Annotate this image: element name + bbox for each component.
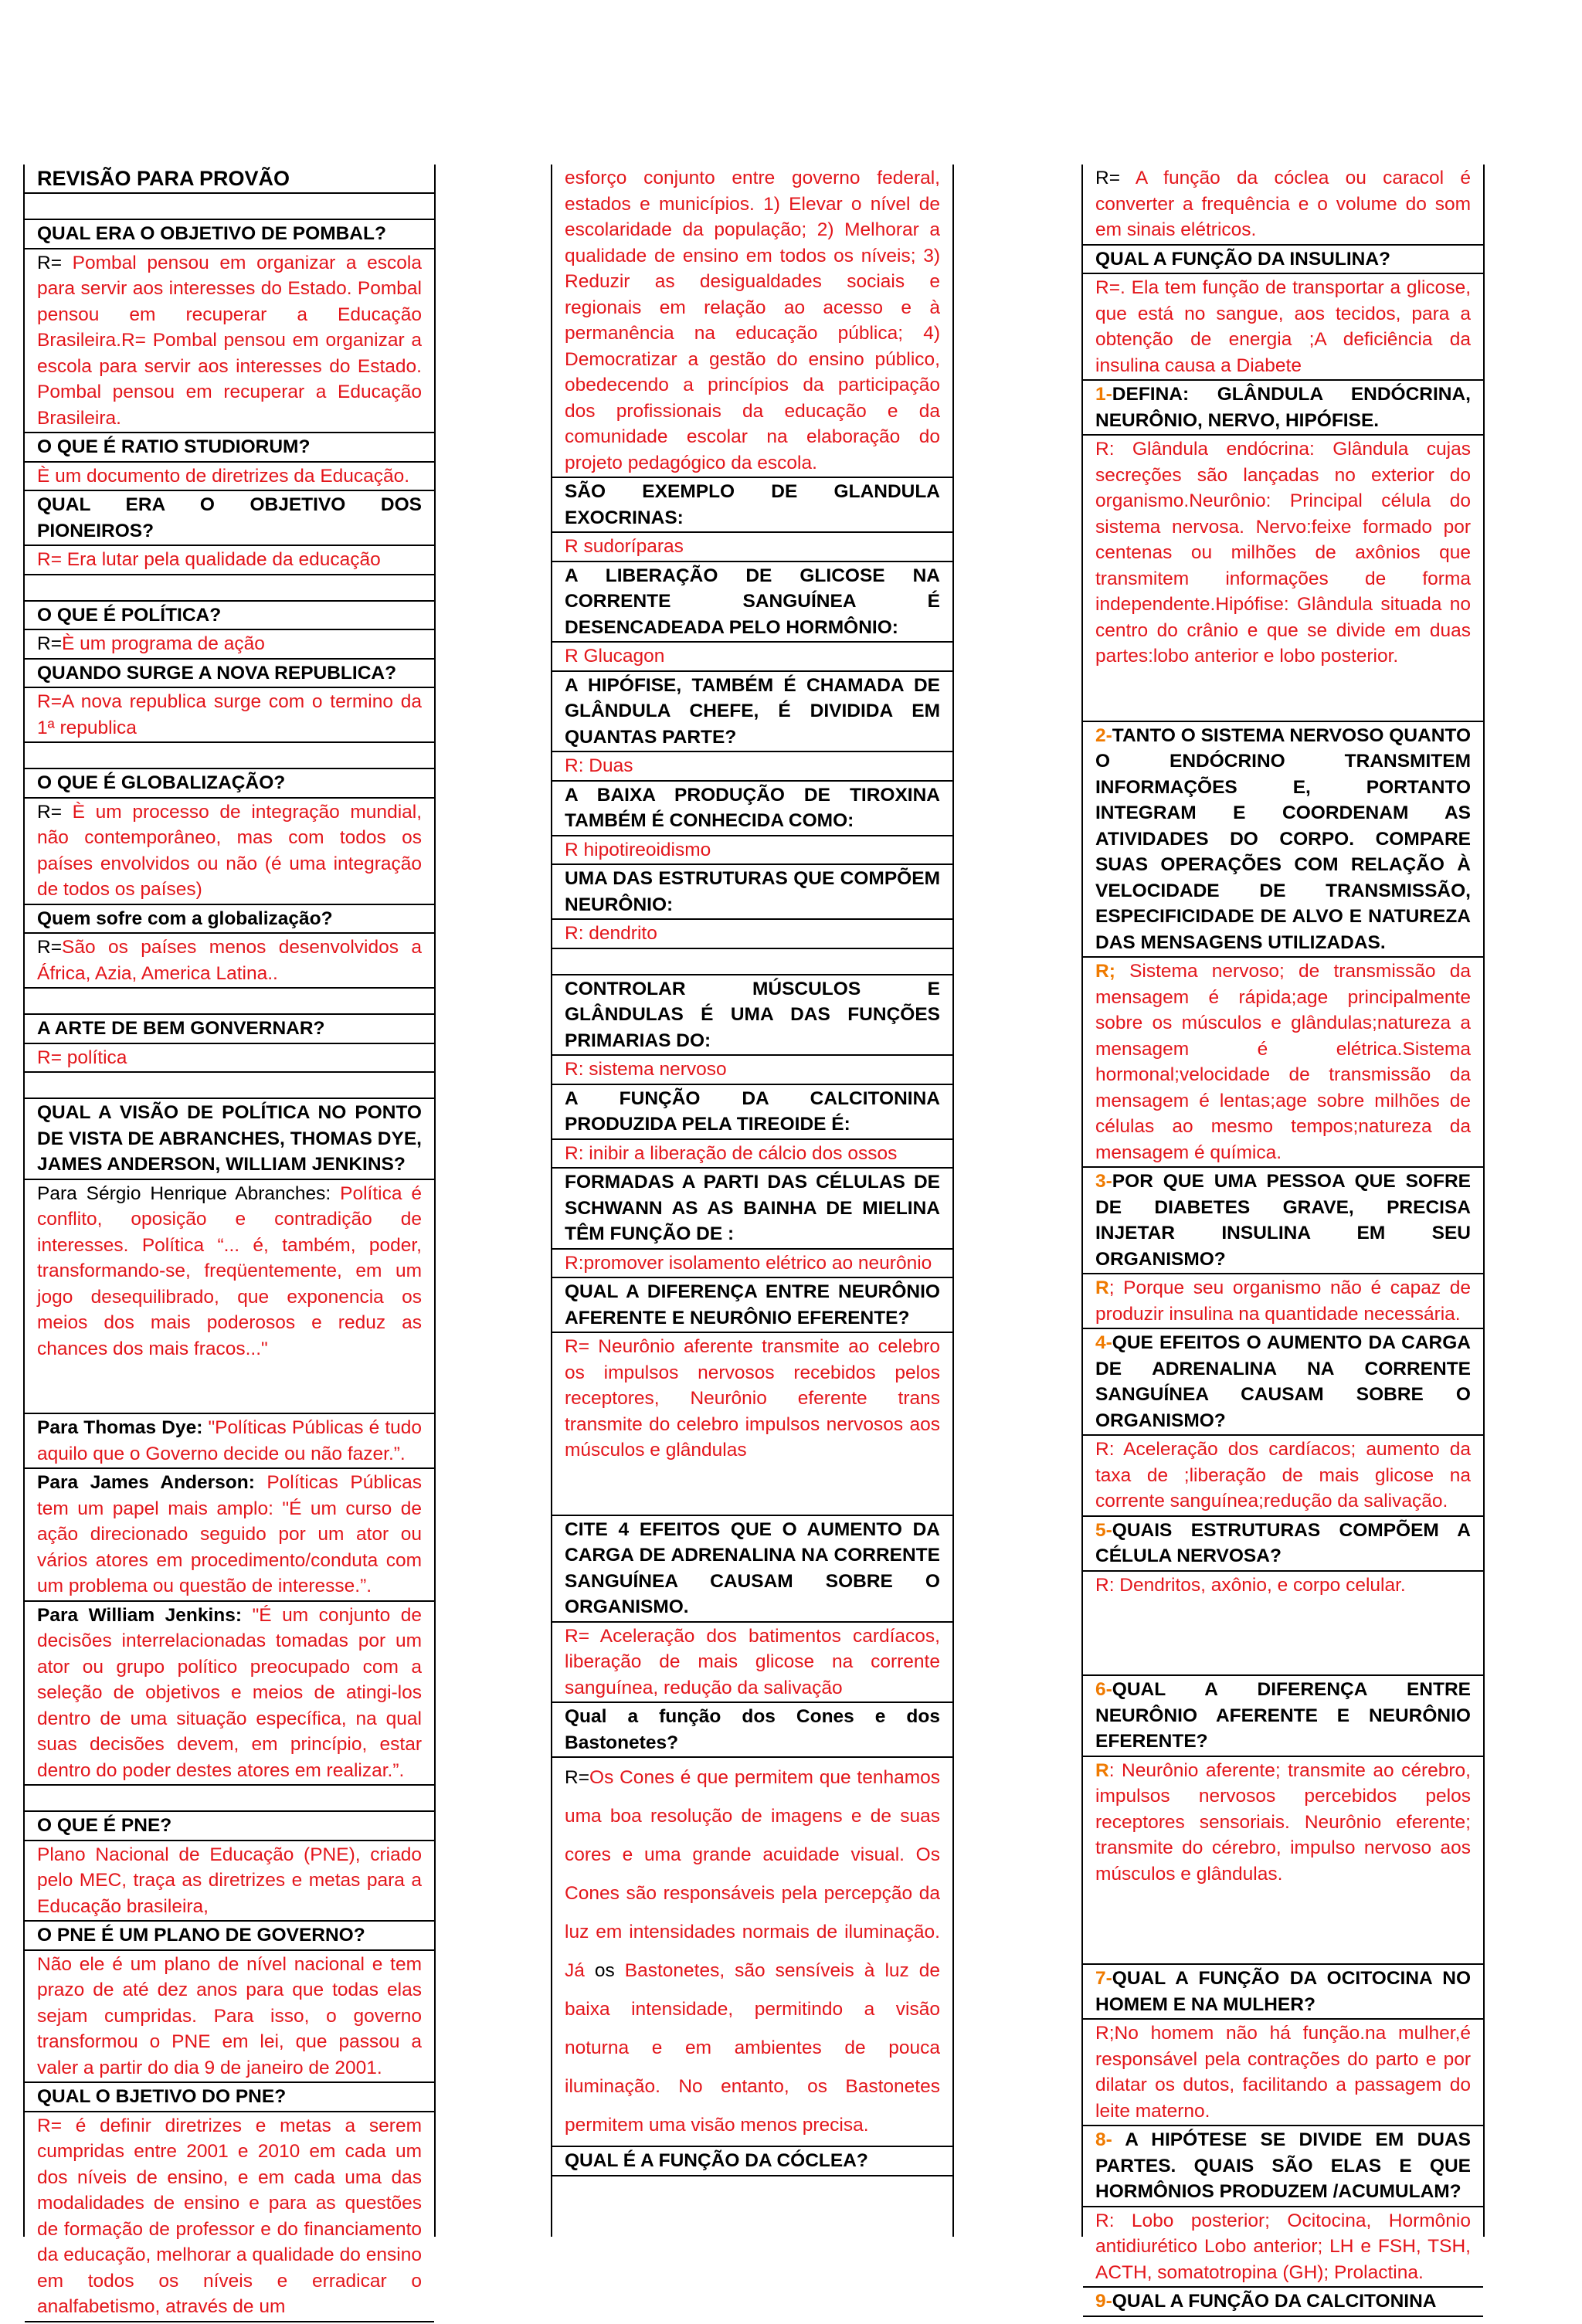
question-text: Qual a função dos Cones e dos Bastonetes? xyxy=(565,1706,940,1753)
empty-row xyxy=(25,741,434,768)
answer-text: R: dendrito xyxy=(565,923,657,944)
question-row xyxy=(25,768,434,797)
question-row xyxy=(25,904,434,933)
question-row xyxy=(25,2081,434,2111)
question-row xyxy=(552,561,952,642)
answer-text: Bastonetes, são sensíveis à luz de baixa intensidade, permitindo a visão noturna e em ambientes de pouca iluminação. No entanto, os Bastonetes permitem uma visão menos precisa. xyxy=(565,1960,941,2136)
question-number: 3- xyxy=(1095,1171,1112,1192)
answer-text: R: Dendritos, axônio, e corpo celular. xyxy=(1095,1574,1406,1596)
question-text: O QUE É GLOBALIZAÇÃO? xyxy=(37,772,286,793)
question-text: A LIBERAÇÃO DE GLICOSE NA CORRENTE SANGUÍNEA É DESENCADEADA PELO HORMÔNIO: xyxy=(565,565,940,638)
question-text: QUAL A DIFERENÇA ENTRE NEURÔNIO AFERENTE E NEURÔNIO EFERENTE? xyxy=(1095,1679,1471,1752)
answer-text: R= Pombal pensou em organizar a escola para servir aos interesses do Estado. Pombal pensou em recuperar a Educação Brasileira. xyxy=(37,330,422,429)
question-row xyxy=(1083,1166,1483,1273)
answer-marker: R xyxy=(1095,1277,1109,1298)
answer-text: R=. Ela tem função de transportar a glicose, que está no sangue, aos tecidos, para a obtenção de energia ;A deficiência da insulina causa a Diabete xyxy=(1095,277,1471,376)
question-row xyxy=(25,1013,434,1043)
question-row xyxy=(25,432,434,461)
answer-row xyxy=(25,545,434,574)
question-text: O QUE É RATIO STUDIORUM? xyxy=(37,436,311,457)
answer-text: Os Cones é que permitem que tenhamos uma boa resolução de imagens e de suas cores e uma grande acuidade visual. Os Cones são responsáveis pela percepção da luz em intensidades normais de iluminação. xyxy=(565,1767,940,1942)
question-number: 8- xyxy=(1095,2129,1112,2150)
answer-text: È um programa de ação xyxy=(62,633,265,654)
answer-row xyxy=(25,797,434,904)
question-text: A HIPÓFISE, TAMBÉM É CHAMADA DE GLÂNDULA CHEFE, É DIVIDIDA EM QUANTAS PARTE? xyxy=(565,674,940,748)
question-text: QUAL A DIFERENÇA ENTRE NEURÔNIO AFERENTE E NEURÔNIO EFERENTE? xyxy=(565,1281,940,1328)
answer-row xyxy=(25,248,434,433)
answer-text: R:promover isolamento elétrico ao neurônio xyxy=(565,1252,932,1274)
question-number: 4- xyxy=(1095,1332,1112,1353)
question-text: A ARTE DE BEM GONVERNAR? xyxy=(37,1018,325,1039)
empty-row xyxy=(25,1071,434,1098)
column-end xyxy=(1083,2316,1483,2319)
answer-row xyxy=(1083,1756,1483,1964)
empty-row xyxy=(25,987,434,1013)
answer-row xyxy=(25,2111,434,2321)
question-row xyxy=(552,780,952,835)
answer-prefix: R= xyxy=(37,801,73,823)
answer-row xyxy=(25,1467,434,1600)
question-text: QUAL ERA O OBJETIVO DE POMBAL? xyxy=(37,223,386,244)
answer-text: R= política xyxy=(37,1047,127,1068)
question-text: UMA DAS ESTRUTURAS QUE COMPÕEM NEURÔNIO: xyxy=(565,868,940,915)
answer-text: È um processo de integração mundial, não contemporâneo, mas com todos os países envolvidos ou não (é uma integração de todos os países) xyxy=(37,801,423,900)
question-row xyxy=(1083,1674,1483,1756)
answer-row xyxy=(25,1949,434,2082)
question-text: O QUE É PNE? xyxy=(37,1815,172,1836)
question-row xyxy=(552,1167,952,1248)
answer-text: R: Duas xyxy=(565,755,633,776)
answer-prefix: R= xyxy=(37,252,73,273)
answer-text: Sistema nervoso; de transmissão da mensagem é rápida;age principalmente sobre os músculos e glândulas;natureza a mensagem é elétrica.Sistema hormonal;velocidade de transmissão da mensagem é lentas;age sobre milhões de células ao mesmo tempos;natureza da mensagem é química. xyxy=(1095,961,1471,1163)
answer-row xyxy=(552,1138,952,1168)
answer-text: R= Neurônio aferente transmite ao celebro os impulsos nervosos recebidos pelos receptores, Neurônio eferente trans transmite do celebro impulsos nervosos aos músculos e glândulas xyxy=(565,1336,940,1461)
question-text: A HIPÓTESE SE DIVIDE EM DUAS PARTES. QUAIS SÃO ELAS E QUE HORMÔNIOS PRODUZEM /ACUMULAM? xyxy=(1095,2129,1471,2202)
question-text: QUAL A FUNÇÃO DA INSULINA? xyxy=(1095,248,1390,270)
question-row xyxy=(1083,244,1483,273)
page-title: REVISÃO PARA PROVÃO xyxy=(37,167,290,190)
answer-text: R hipotireoidismo xyxy=(565,839,711,860)
answer-row xyxy=(552,1248,952,1277)
empty-row xyxy=(25,574,434,600)
answer-text: R sudoríparas xyxy=(565,536,684,557)
answer-prefix: Para Thomas Dye: xyxy=(37,1417,209,1438)
question-text: SÃO EXEMPLO DE GLANDULA EXOCRINAS: xyxy=(565,481,940,528)
question-number: 7- xyxy=(1095,1968,1112,1989)
answer-marker: R xyxy=(1095,1759,1109,1781)
question-row xyxy=(25,600,434,629)
answer-row xyxy=(1083,1434,1483,1515)
answer-text: Plano Nacional de Educação (PNE), criado pelo MEC, traça as diretrizes e metas para a Educação brasileira, xyxy=(37,1844,422,1917)
answer-row xyxy=(552,1756,952,2146)
empty-row xyxy=(25,1784,434,1810)
question-row xyxy=(1083,1328,1483,1434)
question-row xyxy=(552,1515,952,1621)
question-row xyxy=(552,1084,952,1138)
answer-text: Política é conflito, oposição e contradição de interesses. Política “... é, também, poder, transformando-se, freqüentemente, em um jogo desequilibrado, que exponencia os meios dos mais poderosos e reduz as chances dos mais fracos..." xyxy=(37,1182,422,1359)
question-row xyxy=(25,219,434,248)
question-text: A BAIXA PRODUÇÃO DE TIROXINA TAMBÉM É CONHECIDA COMO: xyxy=(565,784,940,831)
answer-row xyxy=(552,1332,952,1515)
question-text: QUANDO SURGE A NOVA REPUBLICA? xyxy=(37,662,397,684)
question-row xyxy=(1083,379,1483,434)
question-text: Quem sofre com a globalização? xyxy=(37,908,333,929)
column-end xyxy=(552,2175,952,2178)
question-row xyxy=(1083,721,1483,957)
answer-text: R: sistema nervoso xyxy=(565,1059,727,1080)
answer-row xyxy=(25,461,434,490)
answer-row xyxy=(25,687,434,741)
empty-row xyxy=(552,948,952,974)
answer-row xyxy=(25,1600,434,1785)
question-text: CONTROLAR MÚSCULOS E GLÂNDULAS É UMA DAS FUNÇÕES PRIMARIAS DO: xyxy=(565,978,940,1051)
question-text: QUAL A VISÃO DE POLÍTICA NO PONTO DE VISTA DE ABRANCHES, THOMAS DYE, JAMES ANDERSON, WILLIAM JENKINS? xyxy=(37,1102,422,1175)
answer-text: R: Lobo posterior; Ocitocina, Hormônio antidiurético Lobo anterior; LH e FSH, TSH, ACTH, somatotropina (GH); Prolactina. xyxy=(1095,2210,1471,2283)
question-row xyxy=(1083,2125,1483,2206)
answer-text: R= Aceleração dos batimentos cardíacos, liberação de mais glicose na corrente sanguínea, redução da salivação xyxy=(565,1625,940,1698)
question-text: QUAL A FUNÇÃO DA OCITOCINA NO HOMEM E NA MULHER? xyxy=(1095,1968,1471,2015)
question-text: QUAIS ESTRUTURAS COMPÕEM A CÉLULA NERVOSA? xyxy=(1095,1519,1471,1566)
answer-row xyxy=(552,165,952,477)
answer-text: Políticas Públicas tem um papel mais amplo: "É um curso de ação direcionado seguido por um ator ou vários atores em procedimento/conduta com um problema ou questão de interesse.”. xyxy=(37,1472,422,1596)
empty-row xyxy=(25,192,434,219)
answer-text: È um documento de diretrizes da Educação. xyxy=(37,465,410,487)
question-row xyxy=(1083,1515,1483,1570)
question-number: 6- xyxy=(1095,1679,1112,1700)
answer-row xyxy=(25,1043,434,1072)
answer-row xyxy=(552,641,952,670)
question-row xyxy=(552,670,952,751)
question-row xyxy=(25,1920,434,1949)
answer-prefix: R= xyxy=(565,1767,590,1788)
question-text: CITE 4 EFEITOS QUE O AUMENTO DA CARGA DE ADRENALINA NA CORRENTE SANGUÍNEA CAUSAM SOBRE O ORGANISMO. xyxy=(565,1518,940,1617)
question-text: QUAL A FUNÇÃO DA CALCITONINA xyxy=(1112,2291,1437,2312)
answer-text: R: inibir a liberação de cálcio dos ossos xyxy=(565,1142,898,1164)
answer-text: São os países menos desenvolvidos a África, Azia, America Latina.. xyxy=(37,937,422,984)
answer-row xyxy=(552,751,952,780)
answer-row xyxy=(1083,165,1483,244)
answer-text: Já xyxy=(565,1960,595,1981)
column-left xyxy=(23,165,436,2317)
answer-prefix: Para Sérgio Henrique Abranches: xyxy=(37,1182,341,1204)
answer-row xyxy=(1083,956,1483,1166)
column-middle xyxy=(551,165,954,2237)
question-number: 2- xyxy=(1095,724,1112,746)
answer-text: R: Aceleração dos cardíacos; aumento da taxa de ;liberação de mais glicose na corrente sanguínea;redução da salivação. xyxy=(1095,1439,1471,1511)
answer-row xyxy=(25,1179,434,1413)
question-row xyxy=(1083,2286,1483,2316)
column-end xyxy=(25,2321,434,2324)
answer-text: R Glucagon xyxy=(565,646,665,667)
question-row xyxy=(1083,1963,1483,2018)
question-text: TANTO O SISTEMA NERVOSO QUANTO O ENDÓCRINO TRANSMITEM INFORMAÇÕES E, PORTANTO INTEGRAM E COORDENAM AS ATIVIDADES DO CORPO. COMPARE SUAS OPERAÇÕES COM RELAÇÃO À VELOCIDADE DE TRANSMISSÃO, ESPECIFICIDADE DE ALVO E NATUREZA DAS MENSAGENS UTILIZADAS. xyxy=(1095,724,1471,953)
answer-prefix: R= xyxy=(1095,168,1136,188)
answer-row xyxy=(552,1054,952,1084)
answer-text: R=A nova republica surge com o termino da 1ª republica xyxy=(37,691,422,738)
answer-row xyxy=(25,629,434,658)
answer-row xyxy=(1083,2206,1483,2287)
question-text: FORMADAS A PARTI DAS CÉLULAS DE SCHWANN AS AS BAINHA DE MIELINA TÊM FUNÇÃO DE : xyxy=(565,1172,940,1244)
answer-text: R: Glândula endócrina: Glândula cujas secreções são lançadas no exterior do organismo.Neurônio: Principal célula do sistema nervosa. Nervo:feixe formado por centenas ou milhões de axônios que transmitem informações de forma independente.Hipófise: Glândula situada no centro do crânio e que se divide em duas partes:lobo anterior e lobo posterior. xyxy=(1095,439,1471,667)
question-number: 1- xyxy=(1095,384,1112,405)
column-right xyxy=(1081,165,1485,2312)
question-text: QUAL O BJETIVO DO PNE? xyxy=(37,2086,287,2107)
question-row xyxy=(25,658,434,687)
answer-text: R= Era lutar pela qualidade da educação xyxy=(37,549,381,570)
question-text: QUAL É A FUNÇÃO DA CÓCLEA? xyxy=(565,2150,868,2171)
answer-text: Pombal pensou em organizar a escola para servir aos interesses do Estado. Pombal pensou em recuperar a Educação Brasileira. xyxy=(37,252,422,351)
answer-row xyxy=(1083,1273,1483,1328)
answer-text: R;No homem não há função.na mulher,é responsável pela contrações do parto e por dilatar os dutos, facilitando a passagem do leite materno. xyxy=(1095,2023,1471,2122)
question-text: O QUE É POLÍTICA? xyxy=(37,604,222,626)
question-row xyxy=(25,490,434,545)
answer-row xyxy=(25,932,434,987)
answer-text: : Neurônio aferente; transmite ao cérebro, impulsos nervosos percebidos pelos receptores sensoriais. Neurônio eferente; transmite do cérebro, impulso nervoso aos músculos e glândulas. xyxy=(1095,1759,1471,1885)
answer-row xyxy=(552,835,952,864)
question-row xyxy=(552,974,952,1055)
answer-row xyxy=(552,918,952,948)
question-row xyxy=(552,1277,952,1332)
answer-row xyxy=(552,531,952,561)
answer-row xyxy=(1083,273,1483,379)
question-number: 9- xyxy=(1095,2291,1112,2312)
answer-prefix: R= xyxy=(37,937,63,958)
answer-prefix: Para William Jenkins: xyxy=(37,1604,253,1626)
answer-row xyxy=(1083,2018,1483,2125)
question-number: 5- xyxy=(1095,1519,1112,1541)
question-text: POR QUE UMA PESSOA QUE SOFRE DE DIABETES GRAVE, PRECISA INJETAR INSULINA EM SEU ORGANISMO? xyxy=(1095,1171,1471,1270)
question-text: QUE EFEITOS O AUMENTO DA CARGA DE ADRENALINA NA CORRENTE SANGUÍNEA CAUSAM SOBRE O ORGANISMO? xyxy=(1095,1332,1471,1431)
answer-row xyxy=(1083,1570,1483,1675)
answer-text: ; Porque seu organismo não é capaz de produzir insulina na quantidade necessária. xyxy=(1095,1277,1471,1325)
answer-prefix: Para James Anderson: xyxy=(37,1472,267,1493)
question-row xyxy=(25,1810,434,1840)
answer-row xyxy=(25,1840,434,1921)
answer-row xyxy=(25,1413,434,1467)
answer-text: os xyxy=(594,1960,625,1981)
answer-row xyxy=(1083,434,1483,721)
question-row xyxy=(552,863,952,918)
question-text: DEFINA: GLÂNDULA ENDÓCRINA, NEURÔNIO, NERVO, HIPÓFISE. xyxy=(1095,384,1471,431)
question-text: QUAL ERA O OBJETIVO DOS PIONEIROS? xyxy=(37,494,422,541)
answer-text: esforço conjunto entre governo federal, estados e municípios. 1) Elevar o nível de escolaridade da população; 2) Melhorar a qualidade de ensino em todos os níveis; 3) Reduzir as desigualdades sociais e regionais em relação ao acesso e à permanência na educação pública; 4) Democratizar a gestão do ensino público, obedecendo a princípios da participação dos profissionais da educação e da comunidade escolar na elaboração do projeto pedagógico da escola. xyxy=(565,168,940,473)
answer-text: "É um conjunto de decisões interrelacionadas tomadas por um ator ou grupo político preocupado com a seleção de objetivos e meios de atingi-los dentro de uma situação específica, na qual suas decisões devem, em princípio, estar dentro do poder destes atores em realizar.”. xyxy=(37,1604,422,1781)
question-row xyxy=(552,477,952,531)
answer-prefix: R= xyxy=(37,633,63,654)
question-text: A FUNÇÃO DA CALCITONINA PRODUZIDA PELA TIREOIDE É: xyxy=(565,1087,940,1135)
answer-text: "Políticas Públicas é tudo aquilo que o Governo decide ou não fazer.”. xyxy=(37,1417,422,1464)
question-text: O PNE É UM PLANO DE GOVERNO? xyxy=(37,1925,365,1946)
question-row xyxy=(552,1701,952,1756)
answer-marker: R; xyxy=(1095,961,1115,982)
answer-text: R= é definir diretrizes e metas a serem cumpridas entre 2001 e 2010 em cada um dos níveis de ensino, e em cada uma das modalidades de ensino e para as questões de formação de professor e do financiamento da educação, melhorar a qualidade do ensino em todos os níveis e erradicar o analfabetismo, através de um xyxy=(37,2115,422,2317)
question-row xyxy=(25,1098,434,1179)
question-row xyxy=(552,2146,952,2175)
answer-text: Não ele é um plano de nível nacional e tem prazo de até dez anos para que todas elas sejam cumpridas. Para isso, o governo transformou o PNE em lei, que passou a valer a partir do dia 9 de janeiro de 2001. xyxy=(37,1953,422,2078)
answer-row xyxy=(552,1621,952,1702)
answer-text: A função da cóclea ou caracol é converter a frequência e o volume do som em sinais elétricos. xyxy=(1095,168,1471,240)
